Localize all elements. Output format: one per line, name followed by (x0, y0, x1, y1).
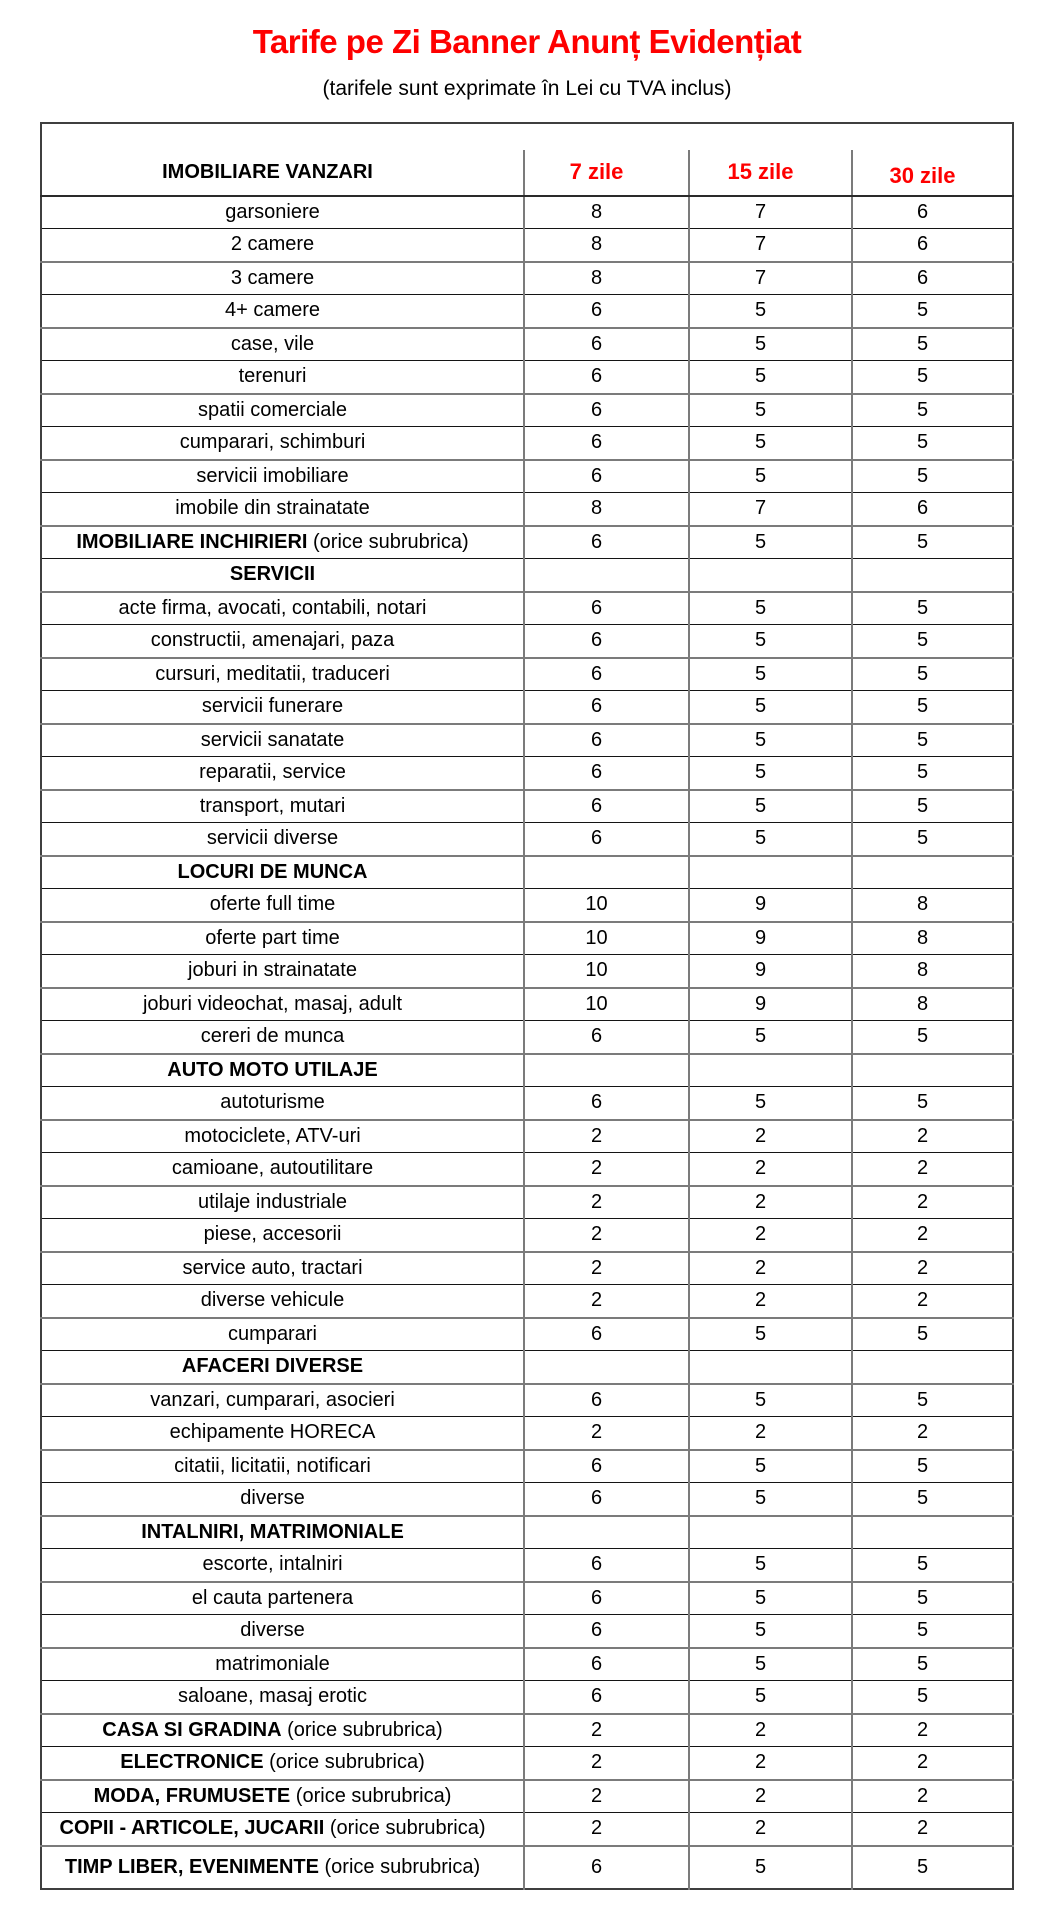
column-header-30-zile: 30 zile (852, 150, 1013, 196)
price-cell-7-zile: 6 (524, 361, 689, 394)
price-cell-30-zile: 2 (852, 1219, 1013, 1252)
category-cell: saloane, masaj erotic (41, 1681, 524, 1714)
price-cell-7-zile: 6 (524, 526, 689, 559)
price-cell-30-zile: 6 (852, 493, 1013, 526)
table-row (41, 625, 1013, 658)
price-cell-15-zile: 7 (689, 262, 852, 295)
price-cell-30-zile: 2 (852, 1813, 1013, 1846)
price-cell-30-zile: 5 (852, 460, 1013, 493)
category-cell: servicii sanatate (41, 724, 524, 757)
price-cell-30-zile: 5 (852, 526, 1013, 559)
category-cell: el cauta partenera (41, 1582, 524, 1615)
table-row (41, 526, 1013, 559)
price-cell-30-zile: 5 (852, 658, 1013, 691)
price-cell-7-zile: 6 (524, 1681, 689, 1714)
category-cell: 4+ camere (41, 295, 524, 328)
category-cell: spatii comerciale (41, 394, 524, 427)
table-row (41, 1252, 1013, 1285)
table-body (41, 196, 1013, 1889)
price-cell-30-zile: 5 (852, 790, 1013, 823)
price-cell-7-zile: 8 (524, 493, 689, 526)
price-cell-7-zile: 10 (524, 922, 689, 955)
price-cell-7-zile: 2 (524, 1285, 689, 1318)
category-cell: cursuri, meditatii, traduceri (41, 658, 524, 691)
category-cell: diverse vehicule (41, 1285, 524, 1318)
price-cell-15-zile: 2 (689, 1285, 852, 1318)
table-row (41, 691, 1013, 724)
table-row (41, 658, 1013, 691)
table-row (41, 460, 1013, 493)
category-cell: joburi videochat, masaj, adult (41, 988, 524, 1021)
category-cell: citatii, licitatii, notificari (41, 1450, 524, 1483)
category-cell: vanzari, cumparari, asocieri (41, 1384, 524, 1417)
price-cell-15-zile (689, 1054, 852, 1087)
price-cell-7-zile: 2 (524, 1120, 689, 1153)
price-cell-15-zile (689, 1351, 852, 1384)
category-cell: cumparari, schimburi (41, 427, 524, 460)
table-row (41, 427, 1013, 460)
price-cell-15-zile (689, 856, 852, 889)
category-cell: servicii imobiliare (41, 460, 524, 493)
price-cell-30-zile: 5 (852, 1450, 1013, 1483)
table-row (41, 1318, 1013, 1351)
category-cell: servicii diverse (41, 823, 524, 856)
table-row (41, 889, 1013, 922)
table-row (41, 1714, 1013, 1747)
price-cell-30-zile: 5 (852, 1549, 1013, 1582)
price-cell-7-zile: 6 (524, 658, 689, 691)
price-cell-30-zile (852, 856, 1013, 889)
price-cell-30-zile: 2 (852, 1252, 1013, 1285)
price-cell-30-zile: 5 (852, 394, 1013, 427)
price-cell-7-zile: 8 (524, 262, 689, 295)
category-cell: SERVICII (41, 559, 524, 592)
price-cell-30-zile (852, 1516, 1013, 1549)
table-row (41, 262, 1013, 295)
table-row (41, 1285, 1013, 1318)
category-cell: reparatii, service (41, 757, 524, 790)
price-cell-7-zile: 6 (524, 1648, 689, 1681)
price-cell-7-zile: 6 (524, 1384, 689, 1417)
price-cell-7-zile: 6 (524, 1318, 689, 1351)
table-row (41, 1186, 1013, 1219)
page-subtitle: (tarifele sunt exprimate în Lei cu TVA inclus) (322, 76, 732, 100)
price-cell-15-zile: 5 (689, 691, 852, 724)
category-cell: 3 camere (41, 262, 524, 295)
price-cell-7-zile: 6 (524, 460, 689, 493)
table-row (41, 1582, 1013, 1615)
category-cell: MODA, FRUMUSETE (orice subrubrica) (41, 1780, 524, 1813)
price-cell-15-zile: 5 (689, 1021, 852, 1054)
price-cell-15-zile: 5 (689, 460, 852, 493)
price-cell-15-zile (689, 1516, 852, 1549)
category-cell: constructii, amenajari, paza (41, 625, 524, 658)
price-cell-15-zile: 2 (689, 1747, 852, 1780)
category-cell: INTALNIRI, MATRIMONIALE (41, 1516, 524, 1549)
price-cell-30-zile: 5 (852, 1021, 1013, 1054)
table-row (41, 823, 1013, 856)
price-cell-15-zile: 5 (689, 1087, 852, 1120)
category-cell: IMOBILIARE INCHIRIERI (orice subrubrica) (41, 526, 524, 559)
category-cell: TIMP LIBER, EVENIMENTE (orice subrubrica) (64, 1855, 481, 1878)
price-cell-30-zile: 2 (852, 1747, 1013, 1780)
category-cell: camioane, autoutilitare (41, 1153, 524, 1186)
price-cell-30-zile: 5 (852, 328, 1013, 361)
section-row (41, 1351, 1013, 1384)
table-row (41, 1450, 1013, 1483)
category-cell: CASA SI GRADINA (orice subrubrica) (41, 1714, 524, 1747)
price-cell-7-zile: 2 (524, 1417, 689, 1450)
price-cell-30-zile: 2 (852, 1285, 1013, 1318)
price-cell-15-zile: 5 (689, 1648, 852, 1681)
price-cell-15-zile: 2 (689, 1714, 852, 1747)
category-cell: COPII - ARTICOLE, JUCARII (orice subrubrica) (41, 1813, 524, 1846)
price-cell-30-zile: 5 (852, 691, 1013, 724)
price-cell-7-zile: 6 (524, 1483, 689, 1516)
price-cell-7-zile: 6 (524, 295, 689, 328)
price-cell-30-zile: 5 (852, 1087, 1013, 1120)
price-cell-15-zile: 2 (689, 1780, 852, 1813)
price-cell-7-zile: 2 (524, 1219, 689, 1252)
category-cell: oferte part time (41, 922, 524, 955)
table-row (41, 955, 1013, 988)
price-cell-15-zile: 5 (689, 427, 852, 460)
category-cell: echipamente HORECA (41, 1417, 524, 1450)
price-cell-7-zile: 6 (524, 790, 689, 823)
price-cell-15-zile: 5 (689, 1615, 852, 1648)
price-cell-30-zile (852, 559, 1013, 592)
price-cell-7-zile: 10 (524, 955, 689, 988)
category-cell: AUTO MOTO UTILAJE (41, 1054, 524, 1087)
section-row (41, 1516, 1013, 1549)
price-cell-15-zile: 2 (689, 1252, 852, 1285)
price-cell-30-zile: 5 (852, 1582, 1013, 1615)
price-cell-15-zile: 5 (689, 625, 852, 658)
price-cell-15-zile: 5 (689, 1582, 852, 1615)
table-row (41, 1087, 1013, 1120)
price-cell-7-zile: 6 (524, 823, 689, 856)
price-cell-7-zile: 2 (524, 1186, 689, 1219)
price-cell-7-zile: 6 (524, 1549, 689, 1582)
price-cell-7-zile: 6 (524, 1846, 689, 1889)
price-cell-7-zile: 6 (524, 625, 689, 658)
category-cell: utilaje industriale (41, 1186, 524, 1219)
table-row (41, 1483, 1013, 1516)
header-labels-row (41, 150, 1013, 196)
price-cell-7-zile: 6 (524, 394, 689, 427)
category-cell: joburi in strainatate (41, 955, 524, 988)
category-cell: diverse (41, 1483, 524, 1516)
tariff-table (40, 122, 1014, 1890)
section-row (41, 1054, 1013, 1087)
price-cell-30-zile: 5 (852, 1648, 1013, 1681)
table-header (41, 123, 1013, 196)
price-cell-15-zile: 9 (689, 922, 852, 955)
price-cell-30-zile: 5 (852, 592, 1013, 625)
price-cell-15-zile: 5 (689, 1846, 852, 1889)
category-cell: service auto, tractari (41, 1252, 524, 1285)
price-cell-7-zile (524, 856, 689, 889)
category-cell: oferte full time (41, 889, 524, 922)
table-row (41, 1153, 1013, 1186)
price-cell-15-zile: 5 (689, 1384, 852, 1417)
category-cell: acte firma, avocati, contabili, notari (41, 592, 524, 625)
table-row (41, 1615, 1013, 1648)
price-cell-30-zile (852, 1351, 1013, 1384)
table-row (41, 1417, 1013, 1450)
price-cell-30-zile: 8 (852, 988, 1013, 1021)
price-cell-7-zile: 6 (524, 1582, 689, 1615)
category-cell: diverse (41, 1615, 524, 1648)
price-cell-15-zile: 5 (689, 658, 852, 691)
price-cell-15-zile: 5 (689, 1450, 852, 1483)
price-cell-7-zile: 2 (524, 1747, 689, 1780)
price-cell-30-zile: 2 (852, 1714, 1013, 1747)
column-header-15-zile: 15 zile (689, 150, 852, 196)
price-cell-30-zile: 8 (852, 922, 1013, 955)
price-cell-7-zile: 2 (524, 1813, 689, 1846)
category-cell: LOCURI DE MUNCA (41, 856, 524, 889)
price-cell-15-zile: 5 (689, 592, 852, 625)
price-cell-30-zile: 5 (852, 1681, 1013, 1714)
price-cell-15-zile: 2 (689, 1120, 852, 1153)
price-cell-15-zile: 2 (689, 1153, 852, 1186)
table-row (41, 1780, 1013, 1813)
table-row (41, 328, 1013, 361)
price-cell-7-zile (524, 1516, 689, 1549)
price-cell-7-zile: 2 (524, 1153, 689, 1186)
table-row (41, 922, 1013, 955)
header-spacer-cell (41, 123, 1013, 150)
table-row (41, 1648, 1013, 1681)
table-row (41, 1384, 1013, 1417)
category-cell: AFACERI DIVERSE (41, 1351, 524, 1384)
table-row (41, 1219, 1013, 1252)
column-header-category: IMOBILIARE VANZARI (41, 150, 524, 196)
price-cell-15-zile: 2 (689, 1219, 852, 1252)
table-row (41, 1120, 1013, 1153)
price-cell-30-zile: 5 (852, 1483, 1013, 1516)
category-cell: autoturisme (41, 1087, 524, 1120)
price-cell-30-zile: 5 (852, 823, 1013, 856)
table-row (41, 592, 1013, 625)
price-cell-15-zile: 5 (689, 328, 852, 361)
price-cell-15-zile: 2 (689, 1813, 852, 1846)
price-cell-30-zile: 2 (852, 1417, 1013, 1450)
price-cell-30-zile: 6 (852, 262, 1013, 295)
price-cell-7-zile: 8 (524, 196, 689, 229)
price-cell-30-zile: 5 (852, 295, 1013, 328)
table-row (41, 1681, 1013, 1714)
price-cell-15-zile: 5 (689, 295, 852, 328)
column-header-7-zile: 7 zile (524, 150, 689, 196)
price-cell-30-zile: 5 (852, 757, 1013, 790)
table-row (41, 1846, 1013, 1889)
price-cell-15-zile: 5 (689, 724, 852, 757)
price-cell-7-zile: 6 (524, 1615, 689, 1648)
header-spacer-row (41, 123, 1013, 150)
price-cell-15-zile (689, 559, 852, 592)
price-cell-15-zile: 9 (689, 889, 852, 922)
category-cell: matrimoniale (41, 1648, 524, 1681)
category-cell: terenuri (41, 361, 524, 394)
table-row (41, 394, 1013, 427)
price-cell-15-zile: 7 (689, 229, 852, 262)
price-cell-7-zile: 2 (524, 1252, 689, 1285)
price-cell-15-zile: 7 (689, 493, 852, 526)
table-row (41, 757, 1013, 790)
price-cell-30-zile: 5 (852, 1384, 1013, 1417)
category-cell: transport, mutari (41, 790, 524, 823)
price-cell-30-zile: 5 (852, 625, 1013, 658)
price-cell-30-zile: 2 (852, 1780, 1013, 1813)
price-cell-15-zile: 5 (689, 1483, 852, 1516)
price-cell-15-zile: 5 (689, 394, 852, 427)
price-cell-15-zile: 5 (689, 790, 852, 823)
table-row (41, 790, 1013, 823)
category-cell: motociclete, ATV-uri (41, 1120, 524, 1153)
price-cell-30-zile: 5 (852, 1615, 1013, 1648)
price-cell-15-zile: 5 (689, 1549, 852, 1582)
price-cell-30-zile: 2 (852, 1120, 1013, 1153)
price-cell-30-zile: 5 (852, 1318, 1013, 1351)
price-cell-7-zile: 6 (524, 1450, 689, 1483)
price-cell-30-zile (852, 1054, 1013, 1087)
price-cell-30-zile: 8 (852, 955, 1013, 988)
table-row (41, 295, 1013, 328)
price-cell-7-zile: 2 (524, 1714, 689, 1747)
category-cell: piese, accesorii (41, 1219, 524, 1252)
price-cell-30-zile: 2 (852, 1186, 1013, 1219)
table-row (41, 361, 1013, 394)
price-cell-7-zile (524, 1351, 689, 1384)
price-cell-15-zile: 5 (689, 1681, 852, 1714)
category-cell: 2 camere (41, 229, 524, 262)
price-cell-7-zile: 8 (524, 229, 689, 262)
category-cell: cumparari (41, 1318, 524, 1351)
price-cell-30-zile: 5 (852, 1846, 1013, 1889)
table-row (41, 1549, 1013, 1582)
price-cell-15-zile: 5 (689, 361, 852, 394)
price-cell-7-zile: 2 (524, 1780, 689, 1813)
category-cell: cereri de munca (41, 1021, 524, 1054)
section-row (41, 856, 1013, 889)
table-row (41, 1021, 1013, 1054)
price-cell-7-zile: 6 (524, 724, 689, 757)
category-cell: garsoniere (41, 196, 524, 229)
price-cell-30-zile: 5 (852, 361, 1013, 394)
table-row (41, 229, 1013, 262)
price-cell-30-zile: 6 (852, 196, 1013, 229)
price-cell-7-zile: 6 (524, 691, 689, 724)
price-cell-15-zile: 7 (689, 196, 852, 229)
price-cell-30-zile: 2 (852, 1153, 1013, 1186)
price-cell-15-zile: 9 (689, 955, 852, 988)
price-cell-7-zile: 6 (524, 757, 689, 790)
category-cell: servicii funerare (41, 691, 524, 724)
price-cell-7-zile (524, 1054, 689, 1087)
category-cell: escorte, intalniri (41, 1549, 524, 1582)
table-row (41, 1813, 1013, 1846)
price-cell-15-zile: 5 (689, 757, 852, 790)
price-cell-15-zile: 5 (689, 526, 852, 559)
category-cell: ELECTRONICE (orice subrubrica) (41, 1747, 524, 1780)
price-cell-7-zile: 6 (524, 328, 689, 361)
price-cell-30-zile: 5 (852, 724, 1013, 757)
category-cell: case, vile (41, 328, 524, 361)
price-cell-15-zile: 2 (689, 1186, 852, 1219)
price-cell-30-zile: 5 (852, 427, 1013, 460)
price-cell-7-zile: 6 (524, 427, 689, 460)
price-cell-7-zile: 6 (524, 1087, 689, 1120)
category-cell: imobile din strainatate (41, 493, 524, 526)
price-cell-15-zile: 5 (689, 1318, 852, 1351)
table-row (41, 196, 1013, 229)
page-title: Tarife pe Zi Banner Anunț Evidențiat (252, 23, 802, 60)
price-cell-15-zile: 5 (689, 823, 852, 856)
price-cell-7-zile: 10 (524, 988, 689, 1021)
price-cell-7-zile: 6 (524, 592, 689, 625)
price-cell-30-zile: 8 (852, 889, 1013, 922)
table-row (41, 493, 1013, 526)
price-cell-15-zile: 2 (689, 1417, 852, 1450)
price-cell-7-zile: 10 (524, 889, 689, 922)
table-row (41, 1747, 1013, 1780)
section-row (41, 559, 1013, 592)
table-row (41, 724, 1013, 757)
price-cell-7-zile (524, 559, 689, 592)
price-cell-7-zile: 6 (524, 1021, 689, 1054)
price-cell-15-zile: 9 (689, 988, 852, 1021)
table-row (41, 988, 1013, 1021)
price-cell-30-zile: 6 (852, 229, 1013, 262)
